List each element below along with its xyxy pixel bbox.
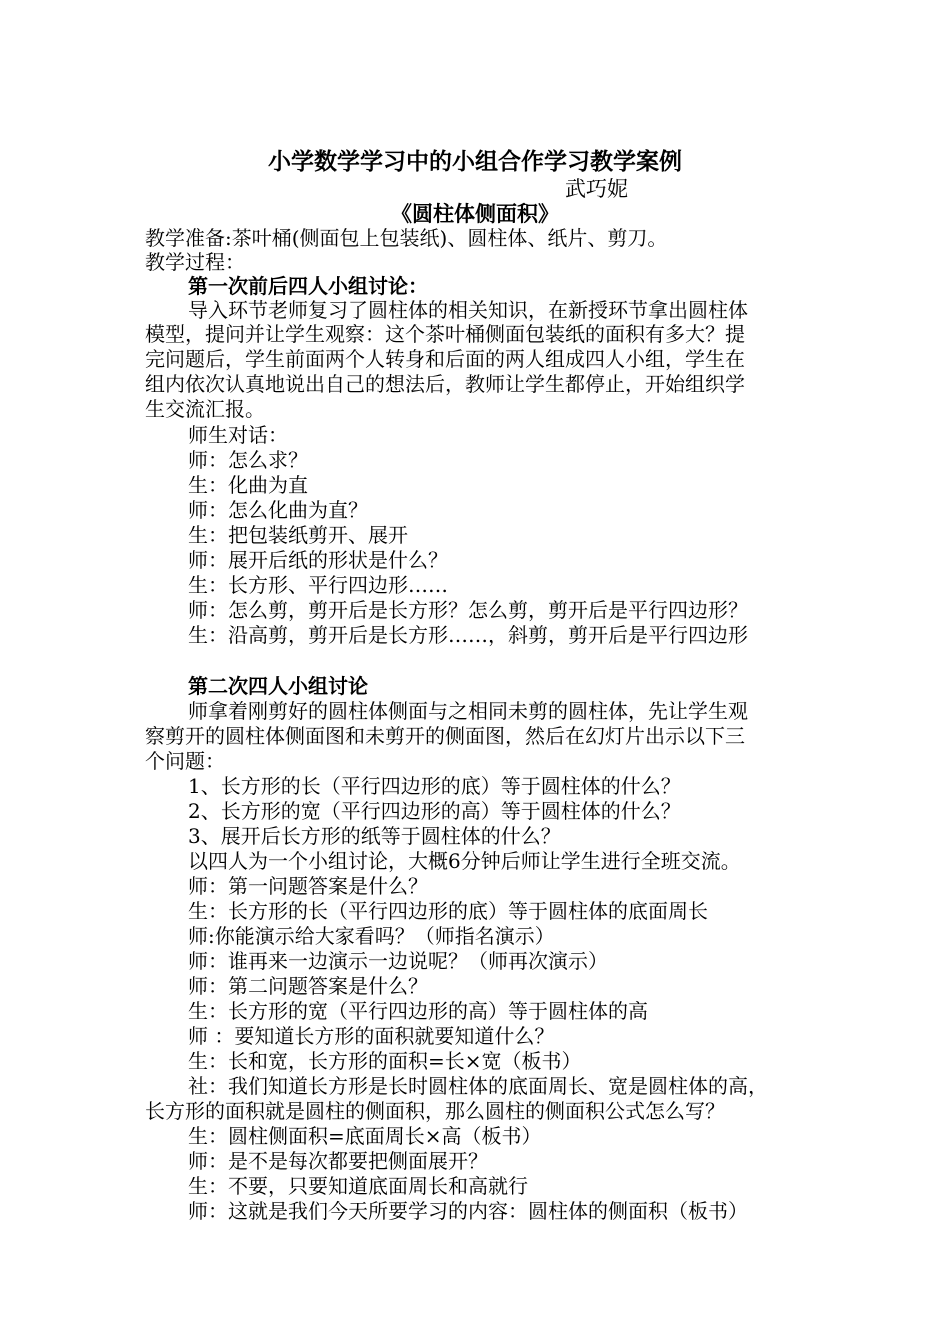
section1-paragraph-line: 导入环节老师复习了圆柱体的相关知识，在新授环节拿出圆柱体 [188,298,748,322]
dialogue-line: 师：这就是我们今天所要学习的内容：圆柱体的侧面积（板书） [188,1199,748,1223]
dialogue-line: 师：怎么剪，剪开后是长方形？怎么剪，剪开后是平行四边形？ [188,598,748,622]
teaching-prep: 教学准备:茶叶桶(侧面包上包装纸)、圆柱体、纸片、剪刀。 [145,226,668,250]
dialogue-line: 师：是不是每次都要把侧面展开？ [188,1149,488,1173]
dialogue-line: 生：长方形的长（平行四边形的底）等于圆柱体的底面周长 [188,899,708,923]
section1-paragraph-line: 生交流汇报。 [145,397,265,421]
dialogue-line: 师：怎么求？ [188,448,308,472]
dialogue-line: 生：化曲为直 [188,473,308,497]
dialogue-line: 师：展开后纸的形状是什么？ [188,548,448,572]
author-name: 武巧妮 [565,177,628,201]
dialogue-line: 师 ：要知道长方形的面积就要知道什么？ [188,1024,555,1048]
question-line: 3、展开后长方形的纸等于圆柱体的什么？ [188,824,561,848]
dialogue-line: 师：谁再来一边演示一边说呢？（师再次演示） [188,949,608,973]
dialogue-line: 生：长方形、平行四边形…… [188,573,448,597]
dialogue-line: 生：长和宽，长方形的面积=长×宽（板书） [188,1049,582,1073]
dialogue-line: 生：把包装纸剪开、展开 [188,523,408,547]
section2-heading: 第二次四人小组讨论 [188,674,368,698]
dialogue-line: 生：长方形的宽（平行四边形的高）等于圆柱体的高 [188,999,648,1023]
section2-paragraph-line: 师拿着刚剪好的圆柱体侧面与之相同未剪的圆柱体，先让学生观 [188,699,748,723]
dialogue-line: 师:你能演示给大家看吗？（师指名演示） [188,924,555,948]
section1-paragraph-line: 完问题后，学生前面两个人转身和后面的两人组成四人小组，学生在 [145,347,745,371]
dialogue-line: 师：第一问题答案是什么？ [188,874,428,898]
section2-paragraph-line: 个问题： [145,749,225,773]
dialogue-line: 生：不要，只要知道底面周长和高就行 [188,1174,528,1198]
dialogue-line: 生：沿高剪，剪开后是长方形……，斜剪，剪开后是平行四边形 [188,623,748,647]
question-line: 2、长方形的宽（平行四边形的高）等于圆柱体的什么？ [188,799,681,823]
section1-paragraph-line: 模型，提问并让学生观察：这个茶叶桶侧面包装纸的面积有多大？提 [145,322,745,346]
section1-heading: 第一次前后四人小组讨论： [188,274,428,298]
dialogue-line: 以四人为一个小组讨论，大概6分钟后师让学生进行全班交流。 [188,849,741,873]
section2-paragraph-line: 察剪开的圆柱体侧面图和未剪开的侧面图，然后在幻灯片出示以下三 [145,724,745,748]
question-line: 1、长方形的长（平行四边形的底）等于圆柱体的什么？ [188,774,681,798]
dialogue-line: 师：第二问题答案是什么？ [188,974,428,998]
dialogue-line: 师生对话： [188,423,288,447]
dialogue-line: 社：我们知道长方形是长时圆柱体的底面周长、宽是圆柱体的高， [188,1074,768,1098]
dialogue-line: 师：怎么化曲为直？ [188,498,368,522]
document-title: 小学数学学习中的小组合作学习教学案例 [268,148,682,175]
lesson-title: 《圆柱体侧面积》 [391,201,559,226]
dialogue-line: 生：圆柱侧面积=底面周长×高（板书） [188,1124,542,1148]
dialogue-line: 长方形的面积就是圆柱的侧面积，那么圆柱的侧面积公式怎么写？ [145,1099,725,1123]
section1-paragraph-line: 组内依次认真地说出自己的想法后，教师让学生都停止，开始组织学 [145,372,745,396]
teaching-process-label: 教学过程： [145,250,245,274]
